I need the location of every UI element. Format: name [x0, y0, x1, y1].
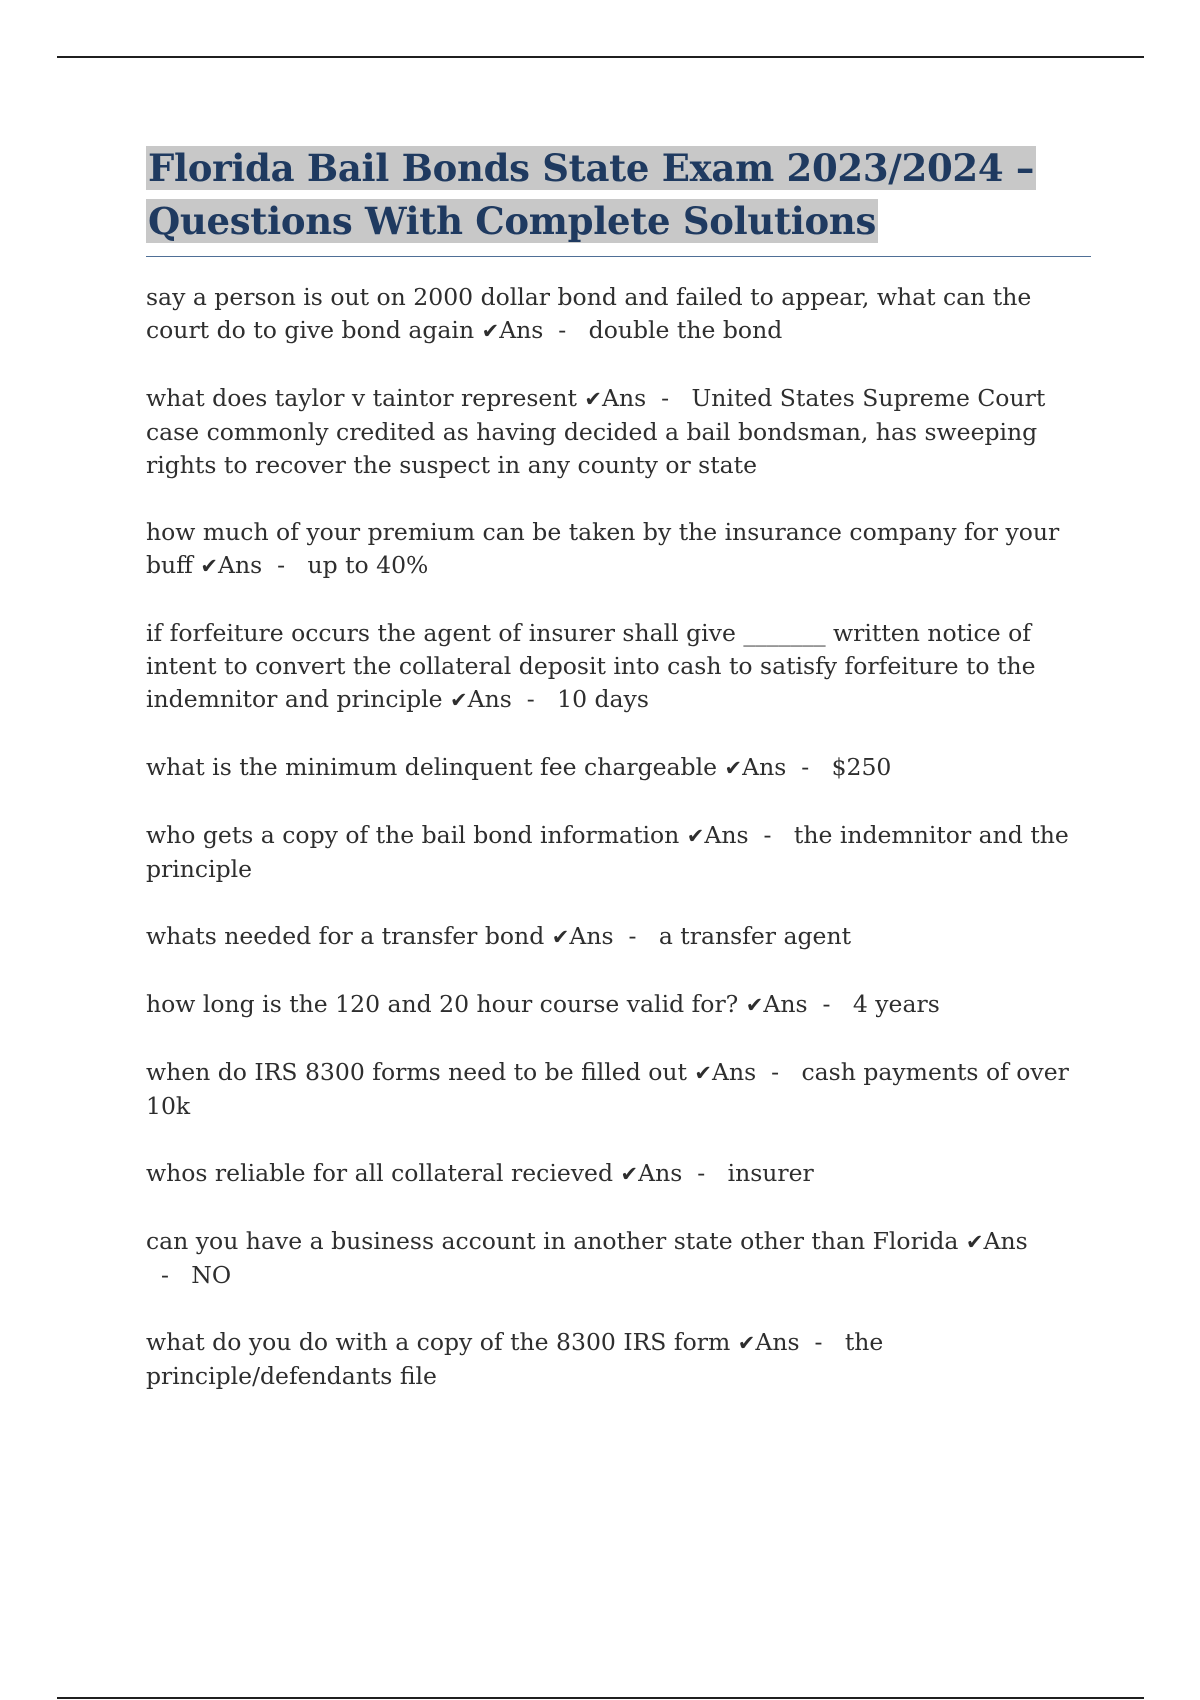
qa-item: whos reliable for all collateral recieved ✔Ans - insurer: [146, 1159, 814, 1187]
question-text: how long is the 120 and 20 hour course valid for?: [146, 990, 739, 1018]
question-text: what do you do with a copy of the 8300 IRS form: [146, 1328, 731, 1356]
answer-marker: Ans: [763, 990, 808, 1018]
answer-marker: Ans: [602, 384, 647, 412]
answer-marker: Ans: [638, 1159, 683, 1187]
question-text: say a person is out on 2000 dollar bond and failed to appear, what can the court do to give bond again: [146, 283, 1032, 344]
top-rule: [57, 56, 1144, 58]
answer-text: up to 40%: [307, 551, 429, 579]
title-line-1: Florida Bail Bonds State Exam 2023/2024 –: [148, 146, 1035, 190]
question-text: who gets a copy of the bail bond information: [146, 821, 680, 849]
question-text: if forfeiture occurs the agent of insurer shall give _______ written notice of intent to convert the collateral deposit into cash to satisfy forfeiture to the indemnitor and principle: [146, 619, 1036, 713]
question-text: when do IRS 8300 forms need to be filled out: [146, 1058, 687, 1086]
answer-text: 4 years: [852, 990, 940, 1018]
answer-text: cash payments of over 10k: [146, 1058, 1069, 1120]
answer-text: $250: [831, 753, 892, 781]
title-block: [146, 142, 1091, 257]
qa-item: what do you do with a copy of the 8300 IRS form ✔Ans - the principle/defendants file: [146, 1328, 884, 1390]
check-icon: ✔: [584, 387, 603, 411]
document-body: [146, 142, 1091, 1427]
answer-marker: Ans: [755, 1328, 800, 1356]
check-icon: ✔: [724, 756, 743, 780]
answer-text: the indemnitor and the principle: [146, 821, 1069, 883]
check-icon: ✔: [694, 1061, 713, 1085]
answer-text: NO: [191, 1261, 232, 1289]
answer-marker: Ans: [499, 316, 544, 344]
qa-item: can you have a business account in another state other than Florida ✔Ans - NO: [146, 1227, 1028, 1289]
check-icon: ✔: [737, 1331, 756, 1355]
qa-item: who gets a copy of the bail bond information ✔Ans - the indemnitor and the principle: [146, 821, 1069, 883]
question-text: what does taylor v taintor represent: [146, 384, 577, 412]
check-icon: ✔: [551, 925, 570, 949]
bottom-rule: [57, 1697, 1144, 1699]
qa-item: whats needed for a transfer bond ✔Ans - a transfer agent: [146, 922, 852, 950]
title-line-2: Questions With Complete Solutions: [148, 199, 877, 243]
qa-item: what is the minimum delinquent fee chargeable ✔Ans - $250: [146, 753, 892, 781]
answer-marker: Ans: [712, 1058, 757, 1086]
page-title: [146, 142, 1091, 248]
question-text: what is the minimum delinquent fee chargeable: [146, 753, 717, 781]
qa-item: when do IRS 8300 forms need to be filled out ✔Ans - cash payments of over 10k: [146, 1058, 1069, 1120]
answer-text: a transfer agent: [658, 922, 852, 950]
answer-marker: Ans: [467, 685, 512, 713]
check-icon: ✔: [200, 554, 218, 578]
answer-marker: Ans: [742, 753, 787, 781]
question-text: whats needed for a transfer bond: [146, 922, 545, 950]
answer-text: double the bond: [588, 316, 783, 344]
answer-text: 10 days: [557, 685, 649, 713]
qa-item: how much of your premium can be taken by the insurance company for your buff ✔Ans - up to 40%: [146, 518, 1060, 579]
check-icon: ✔: [620, 1162, 639, 1186]
qa-list: [146, 281, 1091, 1393]
check-icon: ✔: [745, 993, 764, 1017]
check-icon: ✔: [686, 824, 705, 848]
answer-marker: Ans: [569, 922, 614, 950]
question-text: how much of your premium can be taken by the insurance company for your buff: [146, 518, 1060, 579]
question-text: can you have a business account in another state other than Florida: [146, 1227, 959, 1255]
check-icon: ✔: [481, 319, 500, 343]
question-text: whos reliable for all collateral recieved: [146, 1159, 613, 1187]
answer-text: United States Supreme Court case commonly credited as having decided a bail bondsman, has sweeping rights to recover the suspect in any county or state: [146, 384, 1046, 479]
answer-marker: Ans: [704, 821, 749, 849]
answer-marker: Ans: [983, 1227, 1028, 1255]
qa-item: how long is the 120 and 20 hour course valid for? ✔Ans - 4 years: [146, 990, 940, 1018]
check-icon: ✔: [450, 688, 468, 712]
answer-marker: Ans: [217, 551, 263, 579]
qa-item: say a person is out on 2000 dollar bond and failed to appear, what can the court do to give bond again ✔Ans - double the bond: [146, 283, 1032, 344]
answer-text: the principle/defendants file: [146, 1328, 884, 1390]
qa-item: if forfeiture occurs the agent of insurer shall give _______ written notice of intent to convert the collateral deposit into cash to satisfy forfeiture to the indemnitor and principle ✔Ans - 10 days: [146, 619, 1036, 713]
qa-item: what does taylor v taintor represent ✔Ans - United States Supreme Court case commonly credited as having decided a bail bondsman, has sweeping rights to recover the suspect in any county or state: [146, 384, 1046, 479]
answer-text: insurer: [727, 1159, 814, 1187]
check-icon: ✔: [965, 1230, 984, 1254]
